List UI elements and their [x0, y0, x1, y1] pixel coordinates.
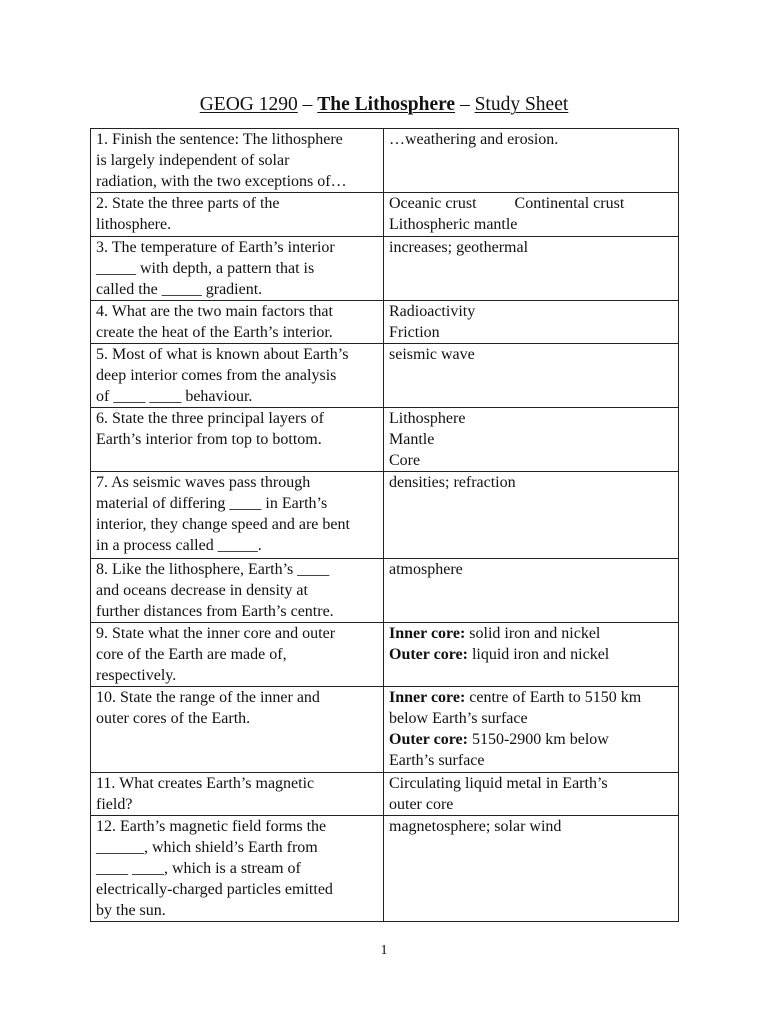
- answer-line: [389, 729, 673, 750]
- answer-label: Inner core:: [389, 689, 466, 706]
- answer-cell: [384, 623, 679, 687]
- answer-line: Friction: [389, 324, 440, 341]
- question-cell: [91, 408, 384, 472]
- title-topic: The Lithosphere: [317, 94, 456, 115]
- answer-line: Lithosphere: [389, 410, 466, 427]
- answer-line: Radioactivity: [389, 303, 476, 320]
- question-cell: [91, 344, 384, 408]
- question-line: 8. Like the lithosphere, Earth’s ____: [96, 561, 330, 578]
- question-line: and oceans decrease in density at: [96, 582, 308, 599]
- table-row: [91, 623, 679, 687]
- question-line: _____ with depth, a pattern that is: [96, 260, 315, 277]
- question-line: create the heat of the Earth’s interior.: [96, 324, 333, 341]
- question-cell: [91, 773, 384, 816]
- question-line: deep interior comes from the analysis: [96, 367, 337, 384]
- question-line: 9. State what the inner core and outer: [96, 625, 336, 642]
- question-line: 11. What creates Earth’s magnetic: [96, 775, 315, 792]
- answer-cell: [384, 237, 679, 301]
- question-line: 12. Earth’s magnetic field forms the: [96, 818, 327, 835]
- answer-cell: [384, 816, 679, 922]
- answer-cell: [384, 129, 679, 193]
- answer-text: liquid iron and nickel: [467, 646, 610, 663]
- question-line: further distances from Earth’s centre.: [96, 603, 334, 620]
- answer-line: magnetosphere; solar wind: [389, 818, 562, 835]
- answer-cell: [384, 472, 679, 559]
- title-dash: –: [455, 94, 475, 115]
- answer-line: Mantle: [389, 431, 435, 448]
- question-line: is largely independent of solar: [96, 152, 290, 169]
- answer-line: Circulating liquid metal in Earth’s: [389, 775, 608, 792]
- table-row: [91, 687, 679, 773]
- question-line: 2. State the three parts of the: [96, 195, 280, 212]
- answer-line: [389, 687, 673, 708]
- question-cell: [91, 301, 384, 344]
- table-row: [91, 344, 679, 408]
- answer-line: Earth’s surface: [389, 752, 485, 769]
- question-line: Earth’s interior from top to bottom.: [96, 431, 322, 448]
- answer-cell: [384, 408, 679, 472]
- question-line: 4. What are the two main factors that: [96, 303, 333, 320]
- table-row: [91, 237, 679, 301]
- question-line: material of differing ____ in Earth’s: [96, 495, 328, 512]
- page-number: 1: [380, 943, 388, 958]
- question-line: electrically-charged particles emitted: [96, 881, 333, 898]
- question-line: respectively.: [96, 667, 177, 684]
- answer-label: Inner core:: [389, 625, 466, 642]
- question-cell: [91, 623, 384, 687]
- question-cell: [91, 193, 384, 237]
- table-row: [91, 559, 679, 623]
- answer-text: centre of Earth to 5150 km: [465, 689, 642, 706]
- answer-cell: [384, 687, 679, 773]
- question-line: ____ ____, which is a stream of: [96, 860, 301, 877]
- question-cell: [91, 237, 384, 301]
- answer-text: solid iron and nickel: [465, 625, 601, 642]
- question-cell: [91, 816, 384, 922]
- title-course: GEOG 1290: [199, 94, 298, 115]
- question-cell: [91, 559, 384, 623]
- answer-cell: [384, 773, 679, 816]
- answer-line: increases; geothermal: [389, 239, 529, 256]
- answer-line: [389, 193, 673, 214]
- answer-cell: [384, 301, 679, 344]
- question-line: 5. Most of what is known about Earth’s: [96, 346, 349, 363]
- question-cell: [91, 687, 384, 773]
- question-line: lithosphere.: [96, 216, 172, 233]
- answer-cell: [384, 344, 679, 408]
- answer-line: …weathering and erosion.: [389, 131, 559, 148]
- answer-label: Outer core:: [389, 646, 468, 663]
- title-kind: Study Sheet: [474, 94, 569, 115]
- answer-line: [389, 623, 673, 644]
- title-dash: –: [297, 94, 318, 115]
- answer-text: Continental crust: [514, 195, 625, 212]
- question-line: by the sun.: [96, 902, 166, 919]
- question-line: called the _____ gradient.: [96, 281, 263, 298]
- table-row: [91, 773, 679, 816]
- answer-line: atmosphere: [389, 561, 463, 578]
- question-line: 6. State the three principal layers of: [96, 410, 324, 427]
- answer-cell: [384, 559, 679, 623]
- answer-text: 5150-2900 km below: [467, 731, 609, 748]
- answer-line: below Earth’s surface: [389, 710, 528, 727]
- answer-cell: [384, 193, 679, 237]
- answer-line: densities; refraction: [389, 474, 516, 491]
- answer-line: [389, 644, 673, 665]
- question-line: field?: [96, 796, 133, 813]
- question-line: core of the Earth are made of,: [96, 646, 287, 663]
- answer-line: Core: [389, 452, 421, 469]
- table-row: [91, 193, 679, 237]
- answer-label: Outer core:: [389, 731, 468, 748]
- table-row: [91, 816, 679, 922]
- question-line: radiation, with the two exceptions of…: [96, 173, 347, 190]
- table-row: [91, 408, 679, 472]
- question-line: interior, they change speed and are bent: [96, 516, 350, 533]
- table-row: [91, 129, 679, 193]
- question-line: 1. Finish the sentence: The lithosphere: [96, 131, 343, 148]
- page-title: [0, 93, 768, 117]
- question-cell: [91, 129, 384, 193]
- answer-line: seismic wave: [389, 346, 475, 363]
- answer-line: outer core: [389, 796, 454, 813]
- question-line: in a process called _____.: [96, 537, 262, 554]
- table-row: [91, 472, 679, 559]
- table-row: [91, 301, 679, 344]
- study-table: [90, 128, 679, 922]
- answer-line: Lithospheric mantle: [389, 216, 518, 233]
- question-line: 3. The temperature of Earth’s interior: [96, 239, 335, 256]
- question-line: outer cores of the Earth.: [96, 710, 251, 727]
- question-cell: [91, 472, 384, 559]
- answer-text: Oceanic crust: [389, 195, 477, 212]
- question-line: of ____ ____ behaviour.: [96, 388, 253, 405]
- question-line: ______, which shield’s Earth from: [96, 839, 318, 856]
- question-line: 7. As seismic waves pass through: [96, 474, 311, 491]
- question-line: 10. State the range of the inner and: [96, 689, 320, 706]
